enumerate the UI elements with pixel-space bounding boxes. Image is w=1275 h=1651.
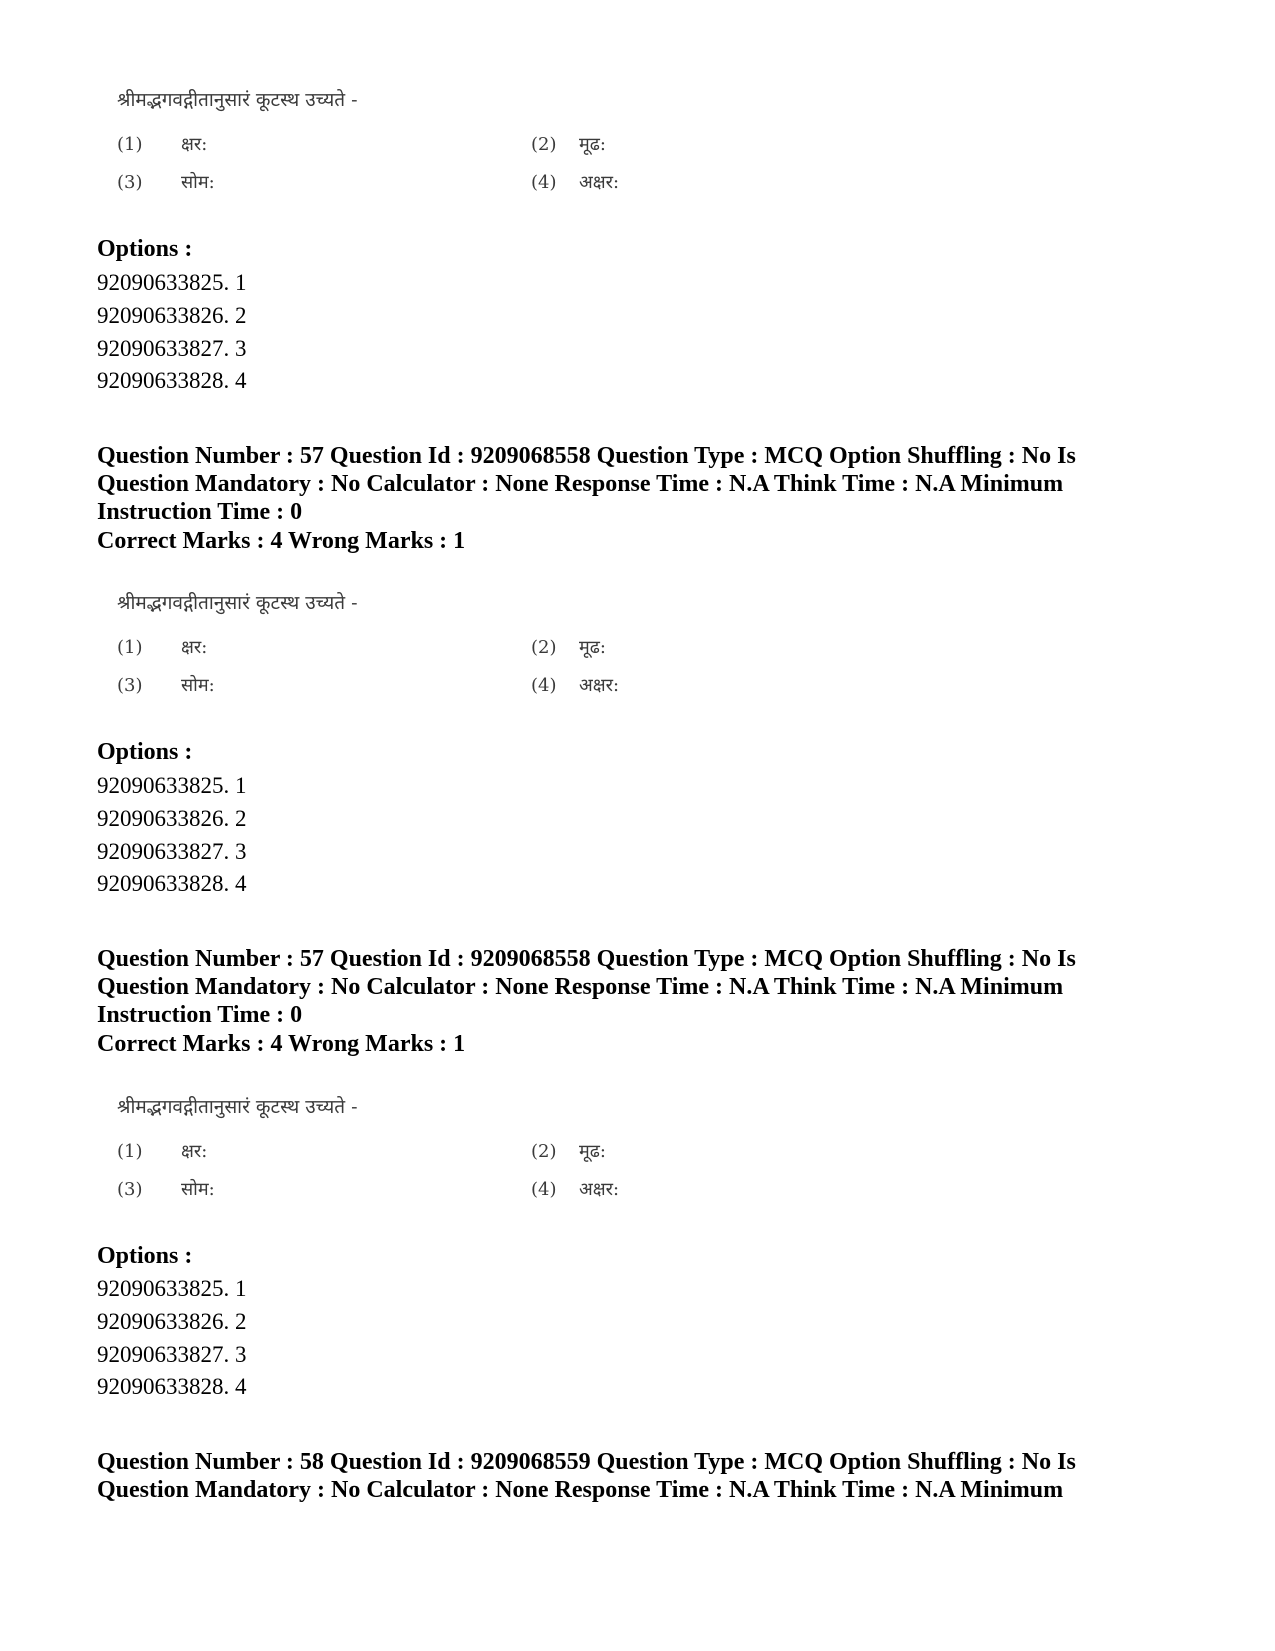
question-meta-line: Instruction Time : 0 [97, 499, 303, 525]
question-option-3: (3) सोम: [117, 675, 215, 696]
question-image-1 [117, 86, 677, 206]
question-stem: श्रीमद्भगवद्गीतानुसारं कूटस्थ उच्यते - [117, 89, 358, 111]
question-option-1: (1) क्षर: [117, 134, 208, 155]
question-meta [97, 945, 1197, 1029]
question-meta-line: Question Mandatory : No Calculator : None Response Time : N.A Think Time : N.A Minimum [97, 1477, 1064, 1503]
question-meta [97, 442, 1197, 526]
option-id-line: 92090633828. 4 [97, 1374, 247, 1399]
question-meta [97, 1448, 1197, 1504]
question-stem: श्रीमद्भगवद्गीतानुसारं कूटस्थ उच्यते - [117, 592, 358, 614]
question-meta-line: Question Number : 58 Question Id : 9209068559 Question Type : MCQ Option Shuffling : No Is [97, 1449, 1076, 1475]
question-option-3: (3) सोम: [117, 1179, 215, 1200]
option-id-line: 92090633826. 2 [97, 303, 247, 328]
marks-line: Correct Marks : 4 Wrong Marks : 1 [97, 1031, 466, 1057]
option-id-line: 92090633825. 1 [97, 1276, 247, 1301]
option-id-line: 92090633828. 4 [97, 871, 247, 896]
question-meta-line: Instruction Time : 0 [97, 1002, 303, 1028]
option-id-line: 92090633826. 2 [97, 1309, 247, 1334]
option-id-line: 92090633826. 2 [97, 806, 247, 831]
question-option-4: (4) अक्षर: [531, 1179, 620, 1200]
option-id-line: 92090633825. 1 [97, 773, 247, 798]
question-option-2: (2) मूढ: [531, 134, 606, 155]
question-meta-line: Question Number : 57 Question Id : 9209068558 Question Type : MCQ Option Shuffling : No Is [97, 946, 1076, 972]
option-id-line: 92090633827. 3 [97, 1342, 247, 1367]
question-meta-line: Question Number : 57 Question Id : 9209068558 Question Type : MCQ Option Shuffling : No Is [97, 443, 1076, 469]
option-id-line: 92090633827. 3 [97, 839, 247, 864]
question-meta-line: Question Mandatory : No Calculator : None Response Time : N.A Think Time : N.A Minimum [97, 471, 1064, 497]
option-id-line: 92090633825. 1 [97, 270, 247, 295]
marks-line: Correct Marks : 4 Wrong Marks : 1 [97, 528, 466, 554]
question-option-3: (3) सोम: [117, 172, 215, 193]
options-label: Options : [97, 739, 193, 765]
question-option-4: (4) अक्षर: [531, 172, 620, 193]
question-option-4: (4) अक्षर: [531, 675, 620, 696]
option-id-line: 92090633827. 3 [97, 336, 247, 361]
options-label: Options : [97, 1243, 193, 1269]
question-option-2: (2) मूढ: [531, 1141, 606, 1162]
options-label: Options : [97, 236, 193, 262]
question-meta-line: Question Mandatory : No Calculator : None Response Time : N.A Think Time : N.A Minimum [97, 974, 1064, 1000]
question-option-1: (1) क्षर: [117, 637, 208, 658]
question-stem: श्रीमद्भगवद्गीतानुसारं कूटस्थ उच्यते - [117, 1096, 358, 1118]
question-option-1: (1) क्षर: [117, 1141, 208, 1162]
option-id-line: 92090633828. 4 [97, 368, 247, 393]
question-image-3 [117, 1093, 677, 1213]
question-option-2: (2) मूढ: [531, 637, 606, 658]
question-image-2 [117, 589, 677, 709]
